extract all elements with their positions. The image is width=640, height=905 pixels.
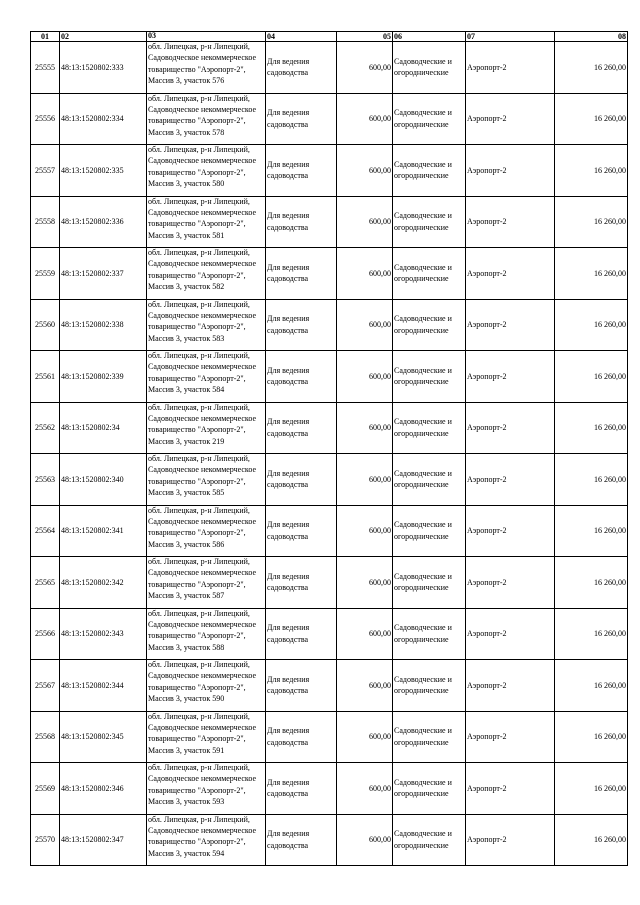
area-cell: 600,00 — [337, 42, 393, 94]
zone-cell: Аэропорт-2 — [466, 814, 555, 866]
zone-cell: Аэропорт-2 — [466, 402, 555, 454]
header-col-03: 03 — [147, 32, 266, 42]
address-cell — [147, 505, 266, 557]
row-number-cell: 25557 — [31, 145, 60, 197]
category-cell: Садоводческие и огороднические — [393, 454, 466, 506]
table-row — [31, 248, 628, 300]
cadastral-value-cell: 16 260,00 — [555, 351, 628, 403]
permitted-use-cell: Для ведения садоводства — [266, 196, 337, 248]
cadastral-value-cell: 16 260,00 — [555, 42, 628, 94]
address-cell — [147, 299, 266, 351]
area-cell: 600,00 — [337, 660, 393, 712]
category-cell: Садоводческие и огороднические — [393, 93, 466, 145]
address-cell — [147, 660, 266, 712]
cadastral-number-cell: 48:13:1520802:340 — [60, 454, 147, 506]
row-number-cell: 25558 — [31, 196, 60, 248]
row-number-cell: 25563 — [31, 454, 60, 506]
area-cell: 600,00 — [337, 299, 393, 351]
category-cell: Садоводческие и огороднические — [393, 196, 466, 248]
area-cell: 600,00 — [337, 608, 393, 660]
cadastral-value-cell: 16 260,00 — [555, 608, 628, 660]
permitted-use-cell: Для ведения садоводства — [266, 402, 337, 454]
header-col-05: 05 — [337, 32, 393, 42]
address-text: обл. Липецкая, р-н Липецкий, Садоводческое некоммерческое товарищество "Аэропорт-2", Массив 3, участок 580 — [148, 145, 257, 189]
cadastral-number-cell: 48:13:1520802:335 — [60, 145, 147, 197]
permitted-use-cell: Для ведения садоводства — [266, 814, 337, 866]
permitted-use-cell: Для ведения садоводства — [266, 145, 337, 197]
cadastral-number-cell: 48:13:1520802:344 — [60, 660, 147, 712]
address-text: обл. Липецкая, р-н Липецкий, Садоводческое некоммерческое товарищество "Аэропорт-2", Массив 3, участок 584 — [148, 351, 257, 395]
address-cell — [147, 351, 266, 403]
cadastral-number-cell: 48:13:1520802:338 — [60, 299, 147, 351]
category-cell: Садоводческие и огороднические — [393, 814, 466, 866]
address-cell — [147, 814, 266, 866]
cadastral-number-cell: 48:13:1520802:346 — [60, 763, 147, 815]
cadastral-number-cell: 48:13:1520802:333 — [60, 42, 147, 94]
category-cell: Садоводческие и огороднические — [393, 42, 466, 94]
address-cell — [147, 145, 266, 197]
table-row — [31, 145, 628, 197]
row-number-cell: 25559 — [31, 248, 60, 300]
address-text: обл. Липецкая, р-н Липецкий, Садоводческое некоммерческое товарищество "Аэропорт-2", Массив 3, участок 583 — [148, 299, 257, 343]
category-cell: Садоводческие и огороднические — [393, 248, 466, 300]
row-number-cell: 25565 — [31, 557, 60, 609]
address-cell — [147, 248, 266, 300]
area-cell: 600,00 — [337, 505, 393, 557]
cadastral-value-cell: 16 260,00 — [555, 711, 628, 763]
permitted-use-cell: Для ведения садоводства — [266, 505, 337, 557]
category-cell: Садоводческие и огороднические — [393, 608, 466, 660]
zone-cell: Аэропорт-2 — [466, 351, 555, 403]
category-cell: Садоводческие и огороднические — [393, 351, 466, 403]
table-body — [31, 42, 628, 866]
permitted-use-cell: Для ведения садоводства — [266, 351, 337, 403]
address-cell — [147, 196, 266, 248]
header-col-02: 02 — [60, 32, 147, 42]
cadastral-number-cell: 48:13:1520802:339 — [60, 351, 147, 403]
address-text: обл. Липецкая, р-н Липецкий, Садоводческое некоммерческое товарищество "Аэропорт-2", Массив 3, участок 578 — [148, 93, 257, 137]
area-cell: 600,00 — [337, 454, 393, 506]
zone-cell: Аэропорт-2 — [466, 248, 555, 300]
zone-cell: Аэропорт-2 — [466, 145, 555, 197]
area-cell: 600,00 — [337, 711, 393, 763]
cadastral-value-cell: 16 260,00 — [555, 196, 628, 248]
category-cell: Садоводческие и огороднические — [393, 402, 466, 454]
cadastral-value-cell: 16 260,00 — [555, 402, 628, 454]
category-cell: Садоводческие и огороднические — [393, 145, 466, 197]
zone-cell: Аэропорт-2 — [466, 299, 555, 351]
address-text: обл. Липецкая, р-н Липецкий, Садоводческое некоммерческое товарищество "Аэропорт-2", Массив 3, участок 219 — [148, 402, 257, 446]
table-row — [31, 196, 628, 248]
category-cell: Садоводческие и огороднические — [393, 557, 466, 609]
address-text: обл. Липецкая, р-н Липецкий, Садоводческое некоммерческое товарищество "Аэропорт-2", Массив 3, участок 576 — [148, 42, 257, 86]
table-row — [31, 42, 628, 94]
row-number-cell: 25560 — [31, 299, 60, 351]
address-text: обл. Липецкая, р-н Липецкий, Садоводческое некоммерческое товарищество "Аэропорт-2", Массив 3, участок 582 — [148, 248, 257, 292]
cadastral-value-cell: 16 260,00 — [555, 248, 628, 300]
zone-cell: Аэропорт-2 — [466, 42, 555, 94]
category-cell: Садоводческие и огороднические — [393, 711, 466, 763]
cadastral-value-cell: 16 260,00 — [555, 145, 628, 197]
permitted-use-cell: Для ведения садоводства — [266, 248, 337, 300]
address-text: обл. Липецкая, р-н Липецкий, Садоводческое некоммерческое товарищество "Аэропорт-2", Массив 3, участок 588 — [148, 608, 257, 652]
row-number-cell: 25555 — [31, 42, 60, 94]
address-cell — [147, 42, 266, 94]
row-number-cell: 25570 — [31, 814, 60, 866]
cadastral-value-cell: 16 260,00 — [555, 454, 628, 506]
table-row — [31, 557, 628, 609]
area-cell: 600,00 — [337, 93, 393, 145]
header-col-08: 08 — [555, 32, 628, 42]
zone-cell: Аэропорт-2 — [466, 557, 555, 609]
address-cell — [147, 711, 266, 763]
table-row — [31, 402, 628, 454]
address-text: обл. Липецкая, р-н Липецкий, Садоводческое некоммерческое товарищество "Аэропорт-2", Массив 3, участок 594 — [148, 814, 257, 858]
row-number-cell: 25564 — [31, 505, 60, 557]
address-cell — [147, 763, 266, 815]
permitted-use-cell: Для ведения садоводства — [266, 711, 337, 763]
category-cell: Садоводческие и огороднические — [393, 660, 466, 712]
permitted-use-cell: Для ведения садоводства — [266, 42, 337, 94]
permitted-use-cell: Для ведения садоводства — [266, 93, 337, 145]
row-number-cell: 25568 — [31, 711, 60, 763]
table-row — [31, 454, 628, 506]
table-row — [31, 608, 628, 660]
table-row — [31, 93, 628, 145]
address-text: обл. Липецкая, р-н Липецкий, Садоводческое некоммерческое товарищество "Аэропорт-2", Массив 3, участок 590 — [148, 660, 257, 704]
row-number-cell: 25569 — [31, 763, 60, 815]
zone-cell: Аэропорт-2 — [466, 196, 555, 248]
table-row — [31, 763, 628, 815]
zone-cell: Аэропорт-2 — [466, 711, 555, 763]
cadastral-number-cell: 48:13:1520802:343 — [60, 608, 147, 660]
address-cell — [147, 93, 266, 145]
cadastral-number-cell: 48:13:1520802:345 — [60, 711, 147, 763]
table-row — [31, 660, 628, 712]
row-number-cell: 25566 — [31, 608, 60, 660]
cadastral-value-cell: 16 260,00 — [555, 93, 628, 145]
cadastral-value-cell: 16 260,00 — [555, 557, 628, 609]
address-cell — [147, 402, 266, 454]
zone-cell: Аэропорт-2 — [466, 505, 555, 557]
cadastral-value-cell: 16 260,00 — [555, 660, 628, 712]
cadastral-number-cell: 48:13:1520802:341 — [60, 505, 147, 557]
address-text: обл. Липецкая, р-н Липецкий, Садоводческое некоммерческое товарищество "Аэропорт-2", Массив 3, участок 593 — [148, 763, 257, 807]
table-row — [31, 505, 628, 557]
area-cell: 600,00 — [337, 557, 393, 609]
permitted-use-cell: Для ведения садоводства — [266, 608, 337, 660]
category-cell: Садоводческие и огороднические — [393, 763, 466, 815]
permitted-use-cell: Для ведения садоводства — [266, 299, 337, 351]
zone-cell: Аэропорт-2 — [466, 763, 555, 815]
row-number-cell: 25556 — [31, 93, 60, 145]
header-col-06: 06 — [393, 32, 466, 42]
address-text: обл. Липецкая, р-н Липецкий, Садоводческое некоммерческое товарищество "Аэропорт-2", Массив 3, участок 591 — [148, 711, 257, 755]
row-number-cell: 25561 — [31, 351, 60, 403]
cadastral-number-cell: 48:13:1520802:337 — [60, 248, 147, 300]
permitted-use-cell: Для ведения садоводства — [266, 763, 337, 815]
table-row — [31, 814, 628, 866]
cadastral-value-cell: 16 260,00 — [555, 763, 628, 815]
zone-cell: Аэропорт-2 — [466, 454, 555, 506]
address-text: обл. Липецкая, р-н Липецкий, Садоводческое некоммерческое товарищество "Аэропорт-2", Массив 3, участок 586 — [148, 505, 257, 549]
cadastral-value-cell: 16 260,00 — [555, 299, 628, 351]
area-cell: 600,00 — [337, 763, 393, 815]
row-number-cell: 25562 — [31, 402, 60, 454]
permitted-use-cell: Для ведения садоводства — [266, 557, 337, 609]
zone-cell: Аэропорт-2 — [466, 93, 555, 145]
table-row — [31, 299, 628, 351]
address-text: обл. Липецкая, р-н Липецкий, Садоводческое некоммерческое товарищество "Аэропорт-2", Массив 3, участок 585 — [148, 454, 257, 498]
area-cell: 600,00 — [337, 402, 393, 454]
address-text: обл. Липецкая, р-н Липецкий, Садоводческое некоммерческое товарищество "Аэропорт-2", Массив 3, участок 581 — [148, 196, 257, 240]
address-text: обл. Липецкая, р-н Липецкий, Садоводческое некоммерческое товарищество "Аэропорт-2", Массив 3, участок 587 — [148, 557, 257, 601]
address-cell — [147, 557, 266, 609]
address-cell — [147, 608, 266, 660]
cadastral-number-cell: 48:13:1520802:342 — [60, 557, 147, 609]
permitted-use-cell: Для ведения садоводства — [266, 454, 337, 506]
cadastral-number-cell: 48:13:1520802:336 — [60, 196, 147, 248]
area-cell: 600,00 — [337, 248, 393, 300]
header-col-07: 07 — [466, 32, 555, 42]
header-row — [31, 32, 628, 42]
area-cell: 600,00 — [337, 814, 393, 866]
land-registry-table — [30, 31, 628, 866]
table-row — [31, 711, 628, 763]
table-row — [31, 351, 628, 403]
permitted-use-cell: Для ведения садоводства — [266, 660, 337, 712]
cadastral-value-cell: 16 260,00 — [555, 505, 628, 557]
zone-cell: Аэропорт-2 — [466, 608, 555, 660]
row-number-cell: 25567 — [31, 660, 60, 712]
header-col-01: 01 — [31, 32, 60, 42]
header-col-04: 04 — [266, 32, 337, 42]
category-cell: Садоводческие и огороднические — [393, 505, 466, 557]
cadastral-number-cell: 48:13:1520802:34 — [60, 402, 147, 454]
zone-cell: Аэропорт-2 — [466, 660, 555, 712]
category-cell: Садоводческие и огороднические — [393, 299, 466, 351]
cadastral-number-cell: 48:13:1520802:334 — [60, 93, 147, 145]
area-cell: 600,00 — [337, 351, 393, 403]
cadastral-value-cell: 16 260,00 — [555, 814, 628, 866]
address-cell — [147, 454, 266, 506]
area-cell: 600,00 — [337, 196, 393, 248]
area-cell: 600,00 — [337, 145, 393, 197]
cadastral-number-cell: 48:13:1520802:347 — [60, 814, 147, 866]
